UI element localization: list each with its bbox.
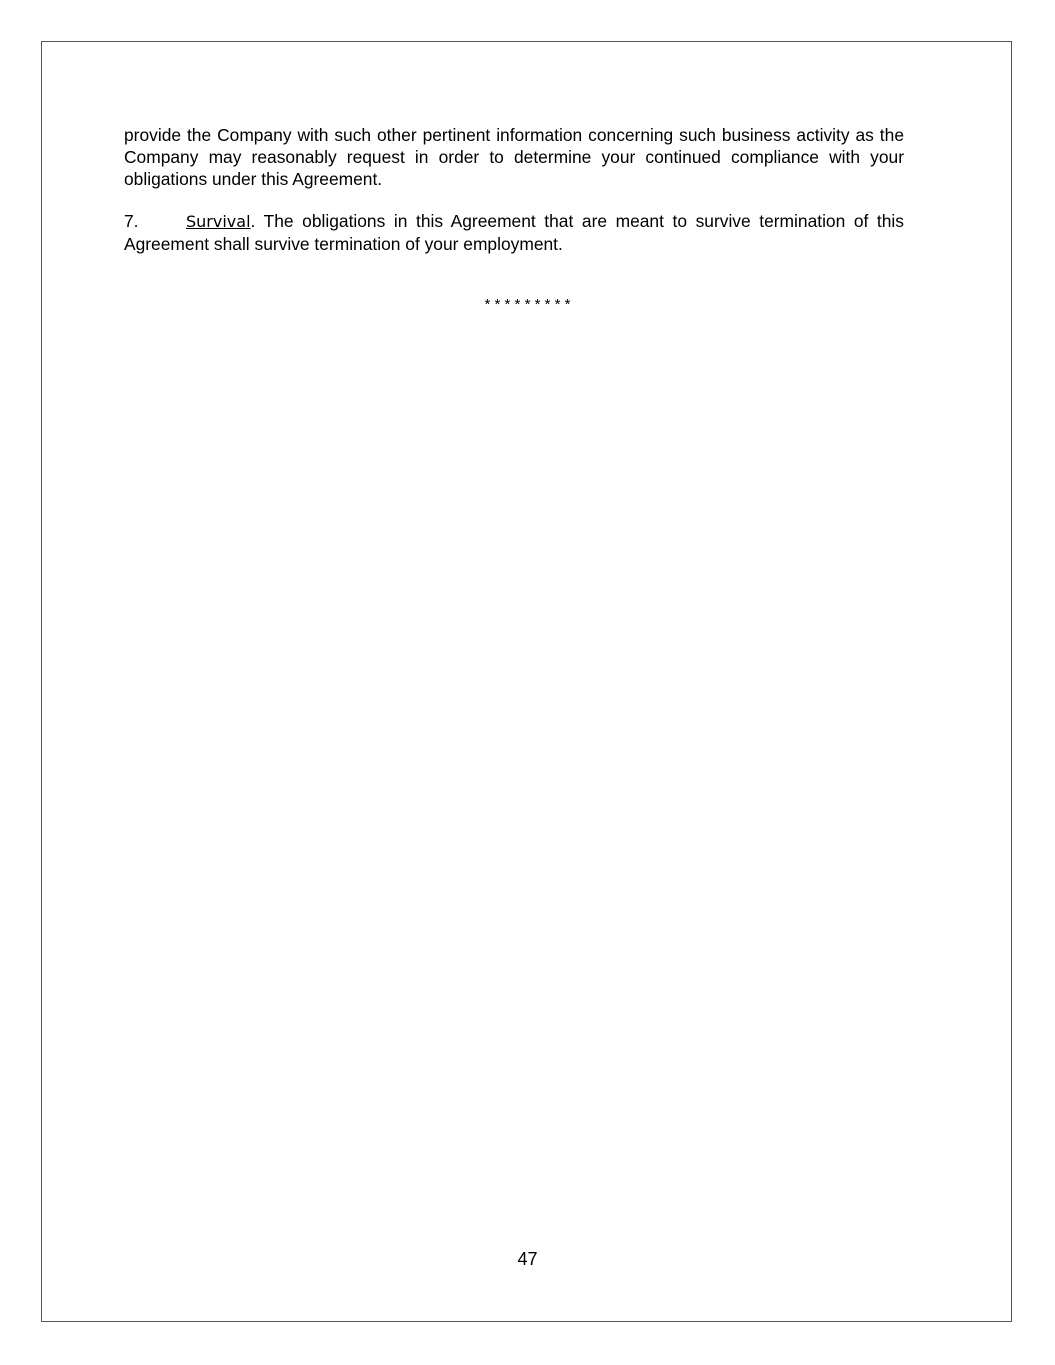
page-number: 47: [517, 1249, 538, 1269]
paragraph-continuation: provide the Company with such other pertinent information concerning such business activity as the Company may reasonably request in order to determine your continued compliance with your obligations under this Agreement.: [124, 125, 904, 189]
section-body: . The obligations in this Agreement that are meant to survive termination of this Agreement shall survive termination of your employment.: [124, 211, 904, 254]
section-separator: * * * * * * * * *: [484, 296, 571, 313]
section-number: 7.: [124, 211, 139, 231]
section-heading: Survival: [186, 212, 251, 231]
section-7-paragraph: [124, 210, 904, 255]
